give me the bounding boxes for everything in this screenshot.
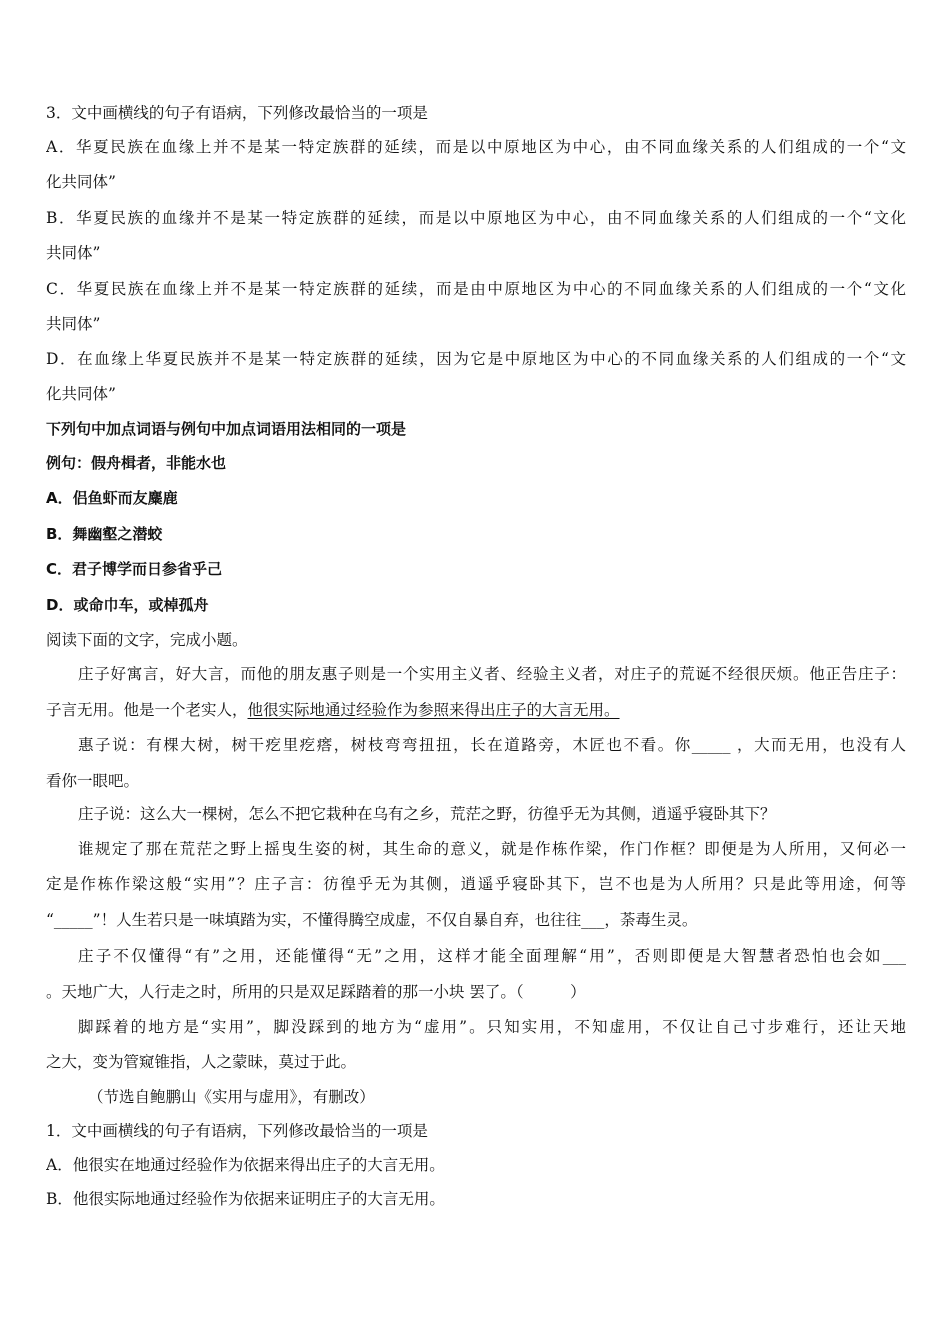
q1-option-a: A．他很实在地通过经验作为依据来得出庄子的大言无用。 <box>46 1156 445 1174</box>
passage-p5-line1: 庄子不仅懂得“有”之用，还能懂得“无”之用，这样才能全面理解“用”，否则即便是大智慧者恐怕也会如___ <box>78 947 906 965</box>
passage-p6-line1: 脚踩着的地方是“实用”，脚没踩到的地方为“虚用”。只知实用，不知虚用，不仅让自己寸步难行，还让天地 <box>78 1018 906 1036</box>
word-question-option-b: B．舞幽壑之潜蛟 <box>46 525 163 543</box>
passage-p2-line2: 看你一眼吧。 <box>46 772 140 790</box>
q3-option-a-line2: 化共同体” <box>46 173 116 191</box>
passage-source: （节选自鲍鹏山《实用与虚用》，有删改） <box>88 1088 375 1106</box>
q3-option-b-line2: 共同体” <box>46 244 101 262</box>
word-question-option-c: C．君子博学而日参省乎己 <box>46 560 223 578</box>
word-question-option-d: D．或命巾车，或棹孤舟 <box>46 596 209 614</box>
q1-option-b: B．他很实际地通过经验作为依据来证明庄子的大言无用。 <box>46 1190 445 1208</box>
word-question-option-a: A．侣鱼虾而友麋鹿 <box>46 489 178 507</box>
q3-option-b-line1: B．华夏民族的血缘并不是某一特定族群的延续，而是以中原地区为中心，由不同血缘关系的人们组成的一个“文化 <box>46 209 906 227</box>
reading-intro: 阅读下面的文字，完成小题。 <box>46 631 248 649</box>
passage-p4-line2: 定是作栋作梁这般“实用”？庄子言：彷徨乎无为其侧，逍遥乎寝卧其下，岂不也是为人所用？只是此等用途，何等 <box>46 875 906 893</box>
q3-option-c-line1: C．华夏民族在血缘上并不是某一特定族群的延续，而是由中原地区为中心的不同血缘关系的人们组成的一个“文化 <box>46 280 906 298</box>
q3-option-a-line1: A．华夏民族在血缘上并不是某一特定族群的延续，而是以中原地区为中心，由不同血缘关系的人们组成的一个“文 <box>46 138 906 156</box>
passage-p2-line1: 惠子说：有棵大树，树干疙里疙瘩，树枝弯弯扭扭，长在道路旁，木匠也不看。你_____ ，大而无用，也没有人 <box>78 736 906 754</box>
q1-stem: 1．文中画横线的句子有语病，下列修改最恰当的一项是 <box>46 1122 428 1140</box>
word-question-example: 例句：假舟楫者，非能水也 <box>46 454 227 472</box>
passage-p3: 庄子说：这么大一棵树，怎么不把它栽种在乌有之乡，荒茫之野，彷徨乎无为其侧，逍遥乎寝卧其下？ <box>78 805 776 823</box>
word-question-stem: 下列句中加点词语与例句中加点词语用法相同的一项是 <box>46 420 407 438</box>
passage-p4-line3: “_____”！人生若只是一味填踏为实，不懂得腾空成虚，不仅自暴自弃，也往往___，荼毒生灵。 <box>46 911 698 929</box>
passage-p4-line1: 谁规定了那在荒茫之野上摇曳生姿的树，其生命的意义，就是作栋作梁，作门作框？即便是为人所用，又何必一 <box>78 840 906 858</box>
passage-p1-line1: 庄子好寓言，好大言，而他的朋友惠子则是一个实用主义者、经验主义者，对庄子的荒诞不经很厌烦。他正告庄子： <box>78 665 906 683</box>
passage-p1-text: 子言无用。他是一个老实人， <box>46 701 248 719</box>
passage-p6-line2: 之大，变为管窥锥指，人之蒙昧，莫过于此。 <box>46 1053 357 1071</box>
q3-option-d-line2: 化共同体” <box>46 385 116 403</box>
q3-stem: 3．文中画横线的句子有语病，下列修改最恰当的一项是 <box>46 104 428 122</box>
underlined-sentence: 他很实际地通过经验作为参照来得出庄子的大言无用。 <box>247 701 620 719</box>
q3-option-d-line1: D．在血缘上华夏民族并不是某一特定族群的延续，因为它是中原地区为中心的不同血缘关系的人们组成的一个“文 <box>46 350 906 368</box>
passage-p1-line2 <box>46 700 906 720</box>
passage-p5-line2: 。天地广大，人行走之时，所用的只是双足踩踏着的那一小块 罢了。（ ） <box>46 983 586 1001</box>
q3-option-c-line2: 共同体” <box>46 315 101 333</box>
